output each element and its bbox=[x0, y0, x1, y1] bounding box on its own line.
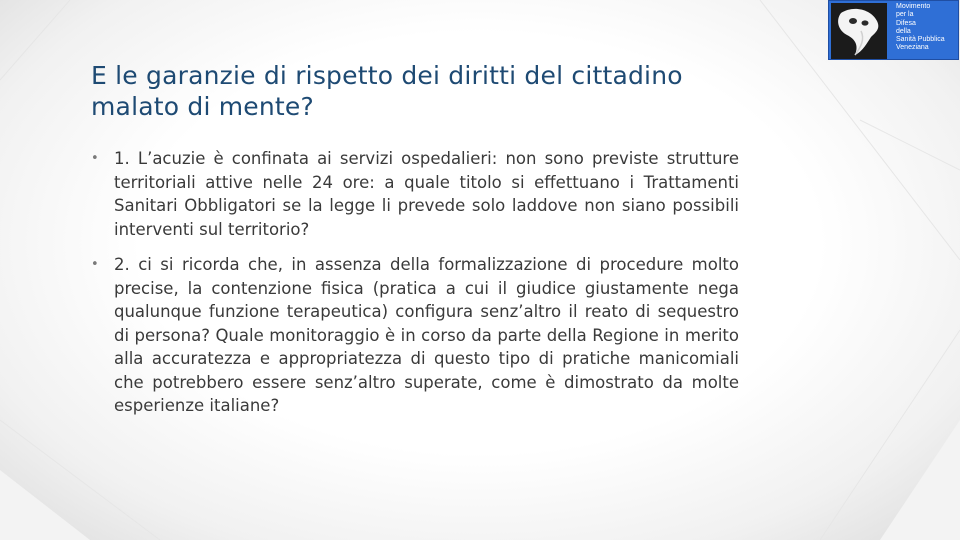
logo-text bbox=[896, 3, 959, 53]
logo-line: Movimento bbox=[896, 3, 931, 10]
logo-line: della bbox=[896, 27, 911, 35]
venetian-mask-icon bbox=[831, 3, 887, 59]
bullet-text: 1. L’acuzie è confinata ai servizi ospedalieri: non sono previste strutture territoriali attive nelle 24 ore: a quale titolo si effettuano i Trattamenti Sanitari Obbligatori se la legge li prevede solo laddove non siano possibili interventi sul territorio? bbox=[114, 149, 739, 239]
bullet-text: 2. ci si ricorda che, in assenza della formalizzazione di procedure molto precise, la contenzione fisica (pratica a cui il giudice giustamente nega qualunque funzione terapeutica) configura senz’altro il reato di sequestro di persona? Quale monitoraggio è in corso da parte della Regione in merito alla accuratezza e appropriatezza di questo tipo di pratiche manicomiali che potrebbero essere senz’altro superate, come è dimostrato da molte esperienze italiane? bbox=[114, 255, 739, 415]
logo-line: Veneziana bbox=[896, 44, 929, 52]
logo-line: per la bbox=[896, 11, 914, 19]
logo-line: Difesa bbox=[896, 19, 916, 27]
bullet-marker: • bbox=[91, 257, 99, 272]
bullet-item bbox=[91, 147, 739, 241]
logo-line: Sanità Pubblica bbox=[896, 36, 945, 44]
bullet-item bbox=[91, 253, 739, 418]
bullet-list bbox=[91, 147, 739, 418]
slide-title: E le garanzie di rispetto dei diritti del cittadino malato di mente? bbox=[91, 61, 683, 121]
bullet-marker: • bbox=[91, 151, 99, 166]
logo-badge bbox=[828, 0, 959, 60]
